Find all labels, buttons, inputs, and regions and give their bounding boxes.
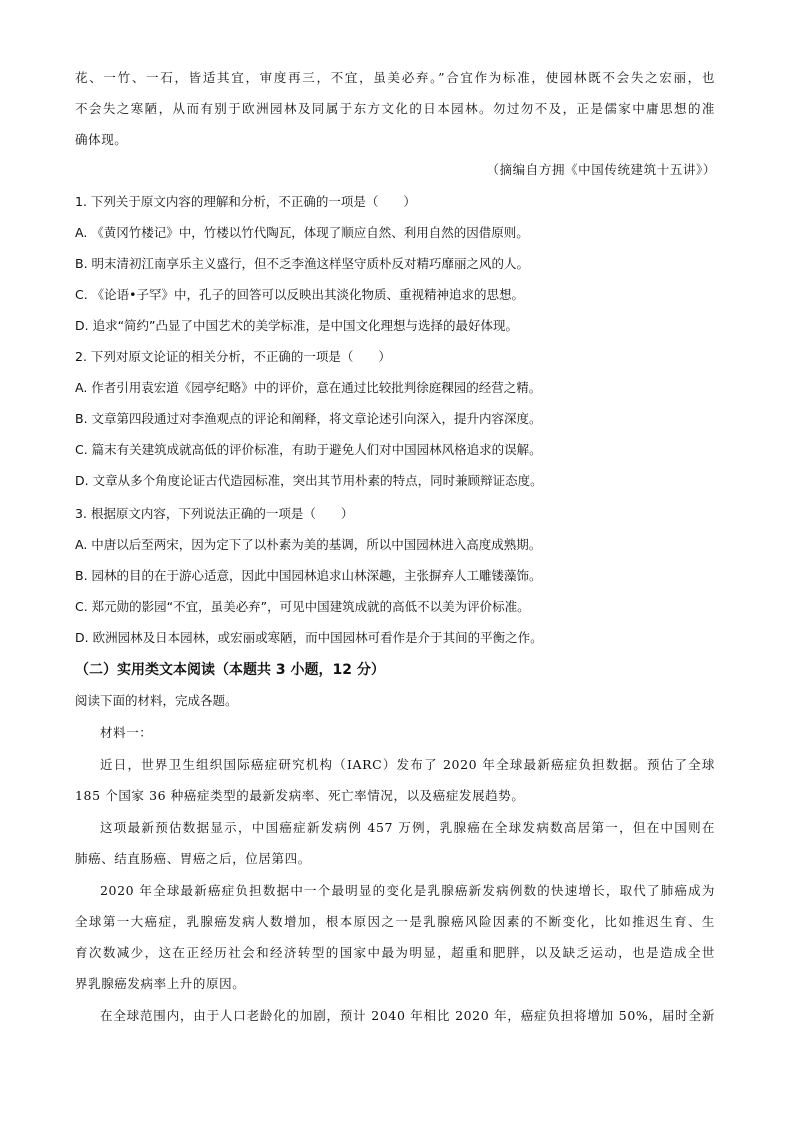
passage-line-2: 不会失之寒陋，从而有别于欧洲园林及同属于东方文化的日本园林。勿过勿不及，正是儒家中庸思想的准: [75, 101, 715, 116]
question-2-stem: 2. 下列对原文论证的相关分析，不正确的一项是（ ）: [75, 349, 391, 364]
material-line-3: 这项最新预估数据显示，中国癌症新发病例 457 万例，乳腺癌在全球发病数高居第一，但在中国则在: [100, 820, 715, 835]
question-3-stem: 3. 根据原文内容，下列说法正确的一项是（ ）: [75, 506, 354, 521]
material-label: 材料一：: [100, 725, 153, 740]
passage-line-1: 花、一竹、一石，皆适其宜，审度再三，不宜，虽美必弃。”合宜作为标准，使园林既不会失之宏丽，也: [75, 70, 715, 85]
section-heading: （二）实用类文本阅读（本题共 3 小题，12 分）: [75, 662, 385, 678]
question-3-option-d: D. 欧洲园林及日本园林，或宏丽或寒陋，而中国园林可看作是介于其间的平衡之作。: [75, 630, 543, 645]
section-instruction: 阅读下面的材料，完成各题。: [75, 693, 238, 708]
material-line-4: 肺癌、结直肠癌、胃癌之后，位居第四。: [75, 851, 311, 866]
question-2-option-c: C. 篇末有关建筑成就高低的评价标准，有助于避免人们对中国园林风格追求的误解。: [75, 442, 542, 457]
question-1-option-b: B. 明末清初江南享乐主义盛行，但不乏李渔这样坚守质朴反对精巧靡丽之风的人。: [75, 256, 530, 271]
question-3-option-a: A. 中唐以后至两宋，因为定下了以朴素为美的基调，所以中国园林进入高度成熟期。: [75, 537, 542, 552]
material-line-6: 全球第一大癌症，乳腺癌发病人数增加，根本原因之一是乳腺癌风险因素的不断变化，比如推迟生育、生: [75, 914, 715, 929]
question-2-option-a: A. 作者引用袁宏道《园亭纪略》中的评价，意在通过比较批判徐庭稞园的经营之精。: [75, 380, 542, 395]
question-2-option-d: D. 文章从多个角度论证古代造园标准，突出其节用朴素的特点，同时兼顾辩证态度。: [75, 473, 543, 488]
material-line-9: 在全球范围内，由于人口老龄化的加剧，预计 2040 年相比 2020 年，癌症负担将增加 50%，届时全新: [100, 1008, 715, 1023]
question-2-option-b: B. 文章第四段通过对李渔观点的评论和阐释，将文章论述引向深入，提升内容深度。: [75, 411, 542, 426]
material-line-5: 2020 年全球最新癌症负担数据中一个最明显的变化是乳腺癌新发病例数的快速增长，取代了肺癌成为: [100, 883, 715, 898]
material-line-2: 185 个国家 36 种癌症类型的最新发病率、死亡率情况，以及癌症发展趋势。: [75, 788, 525, 803]
question-1-stem: 1. 下列关于原文内容的理解和分析，不正确的一项是（ ）: [75, 194, 416, 209]
passage-source: （摘编自方拥《中国传统建筑十五讲》）: [486, 162, 716, 177]
material-line-1: 近日，世界卫生组织国际癌症研究机构（IARC）发布了 2020 年全球最新癌症负担数据。预估了全球: [100, 757, 715, 772]
material-line-8: 界乳腺癌发病率上升的原因。: [75, 976, 246, 991]
passage-line-3: 确体现。: [75, 132, 128, 147]
question-1-option-d: D. 追求“简约”凸显了中国艺术的美学标准，是中国文化理想与选择的最好体现。: [75, 318, 519, 333]
material-line-7: 育次数减少，这在正经历社会和经济转型的国家中最为明显，超重和肥胖，以及缺乏运动，也是造成全世: [75, 945, 715, 960]
question-1-option-c: C. 《论语•子罕》中，孔子的回答可以反映出其淡化物质、重视精神追求的思想。: [75, 287, 525, 302]
question-3-option-c: C. 郑元勋的影园“不宜，虽美必弃”，可见中国建筑成就的高低不以美为评价标准。: [75, 599, 530, 614]
question-3-option-b: B. 园林的目的在于游心适意，因此中国园林追求山林深趣，主张摒弃人工雕镂藻饰。: [75, 568, 542, 583]
question-1-option-a: A. 《黄冈竹楼记》中，竹楼以竹代陶瓦，体现了顺应自然、利用自然的因借原则。: [75, 225, 529, 240]
